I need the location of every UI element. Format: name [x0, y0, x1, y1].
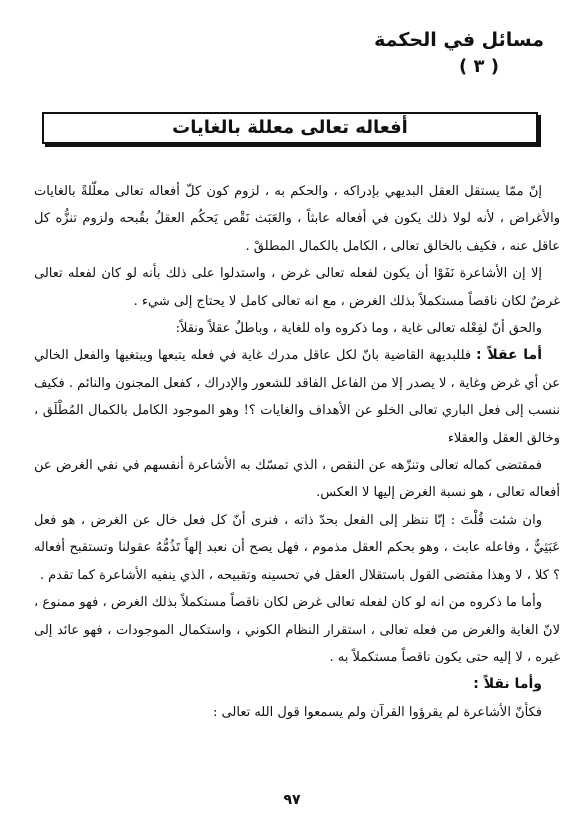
paragraph-7	[34, 589, 560, 671]
paragraph-5	[34, 452, 560, 507]
paragraph-text: والحق أنّ لفِعْله تعالى غاية ، وما ذكروه واه للغاية ، وباطلٌ عقلاً ونقلاً:	[175, 321, 542, 337]
paragraph-6	[34, 507, 560, 589]
paragraph-3	[34, 315, 560, 342]
paragraph-text: فللبديهة القاضية بانّ لكل عاقل مدرك غاية في فعله يتبعها ويبتغيها والفعل الخالي عن أي غرض وغاية ، لا يصدر إلا من الفاعل الفاقد للشعور والإدراك ، كفعل المجنون والنائم . فكيف ننسب إلى فعل الباري تعالى الخلو عن الأهداف والغايات ؟! وهو الموجود الكامل بالكمال المُطْلَق ، وخالق العقل والعقلاء	[34, 348, 560, 446]
body-text	[34, 178, 560, 726]
paragraph-text: إنّ ممّا يستقل العقل البديهي بإدراكه ، والحكم به ، لزوم كون كلّ أفعاله تعالى معلّلةً بالغايات والأغراض ، لأنه لولا ذلك يكون في أفعاله عابثاً ، والعَبَث نَقْص يَحكُم العقلُ بقُبحه ولزوم تنزُّه كل عاقل عنه ، فكيف بالخالق تعالى ، الكامل بالكمال المطلقْ .	[34, 184, 560, 254]
paragraph-9	[34, 699, 560, 726]
series-number: ( ٣ )	[459, 56, 499, 77]
paragraph-text: إلا إن الأشاعرة نَفَوْا أن يكون لفعله تعالى غرض ، واستدلوا على ذلك بأنه لو كان لفعله تعالى غرضٌ لكان ناقصاً مستكملاً بذلك الغرض ، مع انه تعالى كامل لا يحتاج إلى شيء .	[34, 266, 560, 309]
paragraph-text: فكأنّ الأشاعرة لم يقرؤوا القرآن ولم يسمعوا قول الله تعالى :	[213, 704, 542, 720]
paragraph-4	[34, 342, 560, 452]
series-title: مسائل في الحكمة	[374, 29, 544, 51]
paragraph-text: وأما ما ذكروه من انه لو كان لفعله تعالى غرض لكان ناقصاً مستكملاً بذلك الغرض ، فهو ممنوع ، لانّ الغاية والغرض من فعله تعالى ، استقرار النظام الكوني ، واستكمال الموجودات ، فهو عائد إلى غيره ، لا إليه حتى يكون ناقصاً مستكملاً به .	[34, 595, 560, 665]
section-title: أفعاله تعالى معللة بالغايات	[172, 117, 408, 138]
paragraph-lead: وأما نقلاً :	[473, 676, 542, 693]
paragraph-1	[34, 178, 560, 260]
page-header	[374, 26, 544, 80]
paragraph-8	[34, 671, 560, 698]
paragraph-text: وان شئت قُلْتَ : إنّا ننظر إلى الفعل بحدّ ذاته ، فنرى أنّ كل فعل خال عن الغرض ، هو فعل عَبَثِيٌّ ، وفاعله عابث ، وهو بحكم العقل مذموم ، فهل يصح أن نعبد إلهاً تَذُمُّهُ عقولنا وتستقبح أفعاله ؟ كلا ، لا وهذا مقتضى القول باستقلال العقل في تحسينه وتقبيحه ، الذي ينفيه الأشاعرة كما تقدم .	[34, 512, 560, 583]
paragraph-2	[34, 260, 560, 315]
page-number: ٩٧	[283, 792, 301, 808]
section-title-box	[42, 112, 538, 144]
paragraph-text: فمقتضى كماله تعالى وتنزّهه عن النقص ، الذي تمسّك به الأشاعرة أنفسهم في نفي الغرض عن أفعاله تعالى ، هو نسبة الغرض إليها لا العكس.	[34, 458, 560, 501]
paragraph-lead: أما عقلاً :	[476, 347, 542, 364]
